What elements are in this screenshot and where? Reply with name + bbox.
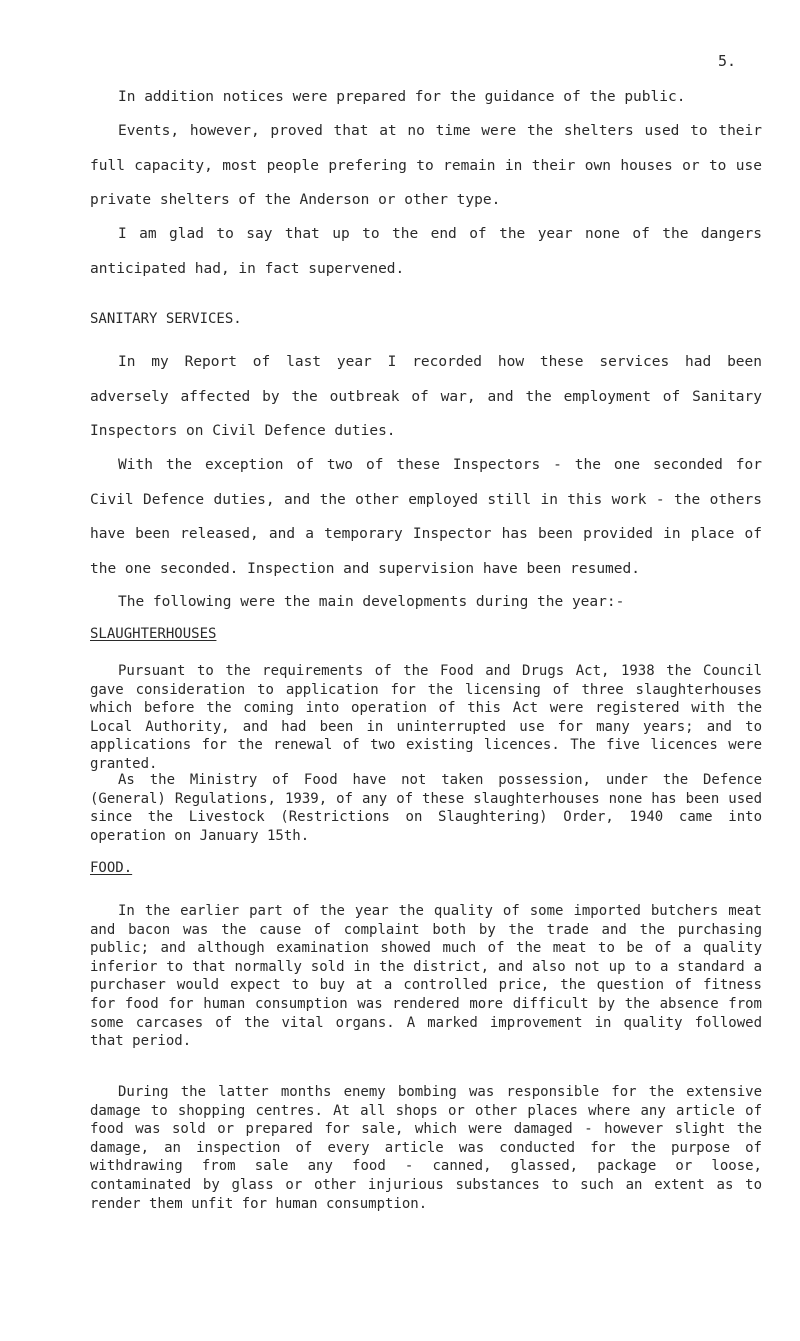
paragraph-bombing: During the latter months enemy bombing was responsible for the extensive damage to shopping centres. At all shops or other places where any article of food was sold or prepared for sale, which were damaged - however slight the damage, an inspection of every article was conducted for the purpose of withdrawing from sale any food - canned, glassed, package or loose, contaminated by glass or other injurious substances to such an extent as to render them unfit for human consumption. xyxy=(90,1084,762,1212)
paragraph-dangers: I am glad to say that up to the end of the year none of the dangers anticipated had, in fact supervened. xyxy=(90,226,762,277)
heading-slaughterhouses: SLAUGHTERHOUSES xyxy=(90,626,217,642)
paragraph-inspectors: With the exception of two of these Inspectors - the one seconded for Civil Defence duties, and the other employed still in this work - the others have been released, and a temporary Inspector has been provided in place of the one seconded. Inspection and supervision have been resumed. xyxy=(90,457,762,577)
page-number: 5. xyxy=(718,52,737,70)
paragraph-shelters: Events, however, proved that at no time were the shelters used to their full capacity, most people prefering to remain in their own houses or to use private shelters of the Anderson or other type. xyxy=(90,123,762,208)
paragraph-report: In my Report of last year I recorded how these services had been adversely affected by the outbreak of war, and the employment of Sanitary Inspectors on Civil Defence duties. xyxy=(90,354,762,439)
paragraph-notices: In addition notices were prepared for the guidance of the public. xyxy=(118,89,686,105)
paragraph-ministry: As the Ministry of Food have not taken possession, under the Defence (General) Regulations, 1939, of any of these slaughterhouses none has been used since the Livestock (Restrictions on Slaughtering) Order, 1940 came into operation on January 15th. xyxy=(90,772,762,844)
heading-sanitary-services: SANITARY SERVICES. xyxy=(90,311,242,327)
paragraph-meat-quality: In the earlier part of the year the quality of some imported butchers meat and bacon was the cause of complaint both by the trade and the purchasing public; and although examination showed much of the meat to be of a quality inferior to that normally sold in the district, and also not up to a standard a purchaser would expect to buy at a controlled price, the question of fitness for food for human consumption was rendered more difficult by the absence from some carcases of the vital organs. A marked improvement in quality followed that period. xyxy=(90,903,762,1050)
paragraph-developments: The following were the main developments during the year:- xyxy=(118,594,625,610)
paragraph-licensing: Pursuant to the requirements of the Food and Drugs Act, 1938 the Council gave consideration to application for the licensing of three slaughterhouses which before the coming into operation of this Act were registered with the Local Authority, and had been in uninterrupted use for many years; and to applications for the renewal of two existing licences. The five licences were granted. xyxy=(90,663,762,772)
heading-food: FOOD. xyxy=(90,860,133,876)
